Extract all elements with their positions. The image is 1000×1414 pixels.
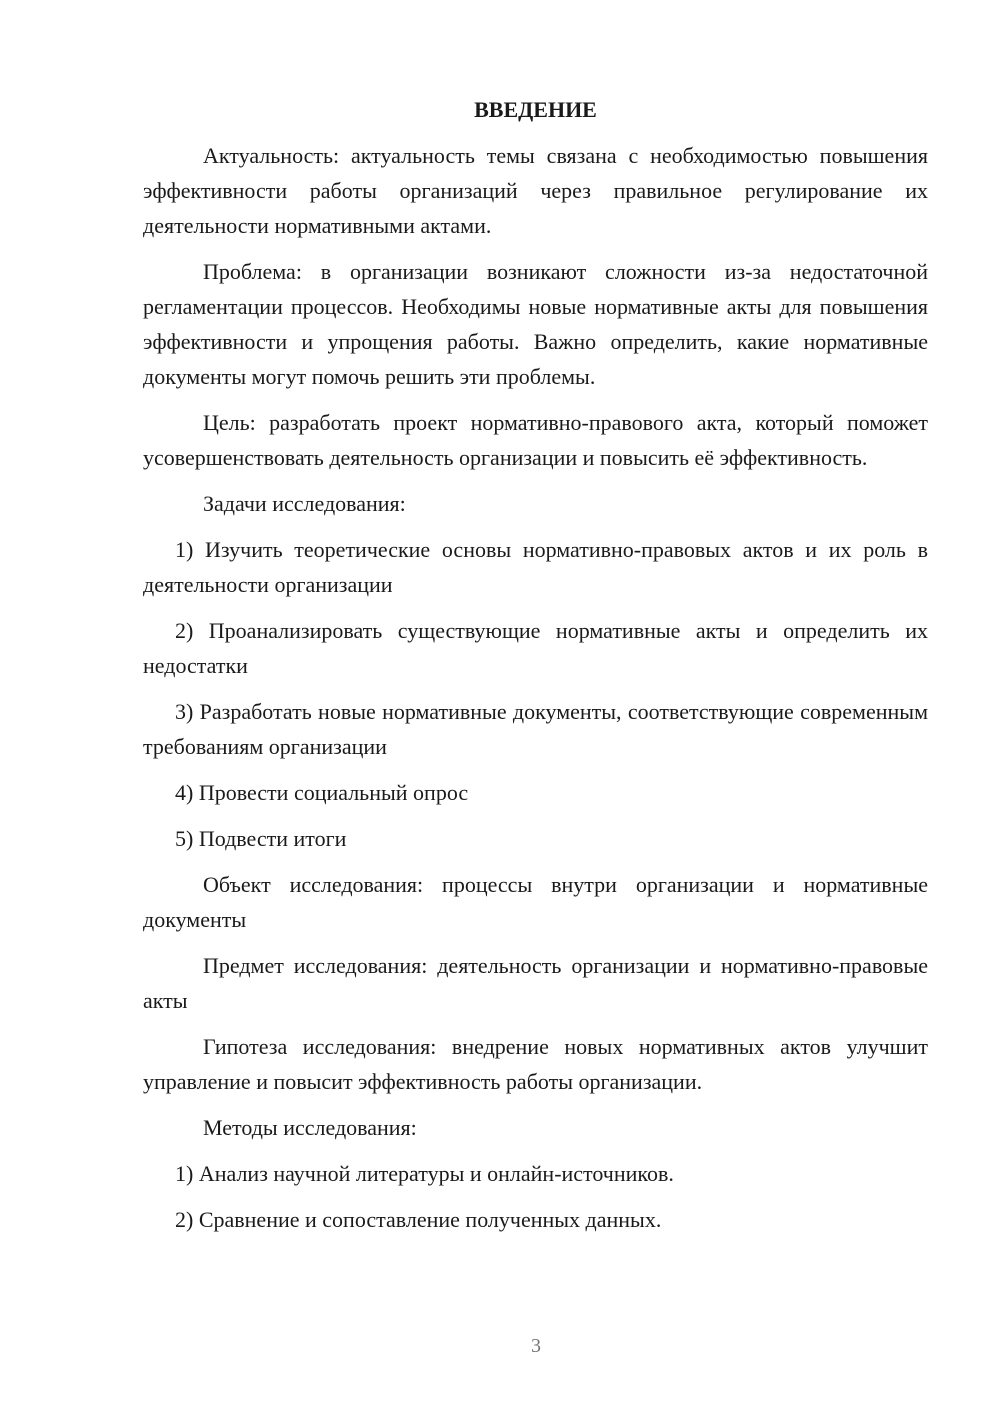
goal-paragraph: Цель: разработать проект нормативно-правового акта, который поможет усовершенствовать деятельность организации и повысить её эффективность. (143, 410, 928, 470)
object-paragraph: Объект исследования: процессы внутри организации и нормативные документы (143, 872, 928, 932)
task-item: 1) Изучить теоретические основы нормативно-правовых актов и их роль в деятельности организации (143, 537, 928, 597)
hypothesis-paragraph: Гипотеза исследования: внедрение новых нормативных актов улучшит управление и повысит эффективность работы организации. (143, 1034, 928, 1094)
task-item: 2) Проанализировать существующие нормативные акты и определить их недостатки (143, 618, 928, 678)
task-item: 3) Разработать новые нормативные документы, соответствующие современным требованиям организации (143, 699, 928, 759)
task-item: 5) Подвести итоги (175, 826, 347, 851)
problem-paragraph: Проблема: в организации возникают сложности из-за недостаточной регламентации процессов. Необходимы новые нормативные акты для повышения эффективности и упрощения работы. Важно определить, какие нормативные документы могут помочь решить эти проблемы. (143, 259, 928, 389)
page-number: 3 (531, 1335, 541, 1357)
section-title: ВВЕДЕНИЕ (474, 97, 597, 122)
subject-paragraph: Предмет исследования: деятельность организации и нормативно-правовые акты (143, 953, 928, 1013)
page-content (143, 92, 928, 1237)
relevance-paragraph: Актуальность: актуальность темы связана с необходимостью повышения эффективности работы организаций через правильное регулирование их деятельности нормативными актами. (143, 143, 928, 238)
methods-heading: Методы исследования: (203, 1115, 417, 1140)
method-item: 2) Сравнение и сопоставление полученных данных. (175, 1207, 662, 1232)
tasks-heading: Задачи исследования: (203, 491, 406, 516)
method-item: 1) Анализ научной литературы и онлайн-источников. (175, 1161, 674, 1186)
task-item: 4) Провести социальный опрос (175, 780, 469, 805)
